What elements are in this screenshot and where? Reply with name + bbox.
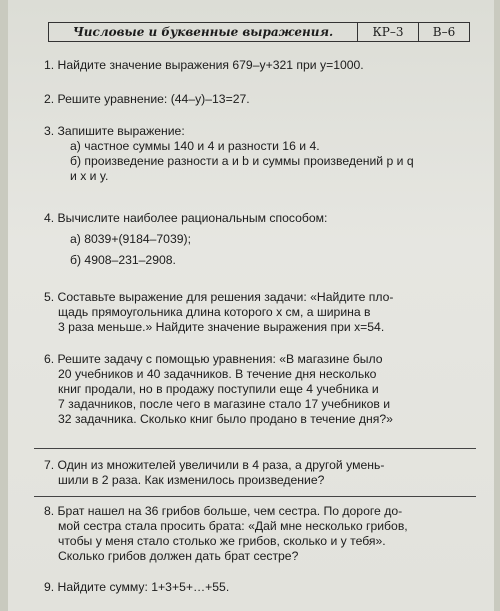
task-line: а) 8039+(9184–7039); bbox=[70, 232, 191, 246]
task-7 bbox=[44, 458, 470, 488]
task-line: 5. Составьте выражение для решения задачи: «Найдите пло- bbox=[44, 290, 394, 304]
task-8 bbox=[44, 504, 470, 564]
task-line: 2. Решите уравнение: (44–y)–13=27. bbox=[44, 92, 250, 106]
task-line: книг продали, но в продажу поступили еще 4 учебника и bbox=[58, 382, 379, 396]
task-line: б) произведение разности a и b и суммы произведений p и q bbox=[70, 154, 414, 168]
task-line: мой сестра стала просить брата: «Дай мне несколько грибов, bbox=[58, 519, 408, 533]
task-2 bbox=[44, 92, 470, 107]
divider bbox=[34, 496, 476, 497]
task-line: 9. Найдите сумму: 1+3+5+…+55. bbox=[44, 580, 230, 594]
task-line: Сколько грибов должен дать брат сестре? bbox=[58, 549, 299, 563]
test-code: КР–3 bbox=[358, 23, 419, 41]
task-line: и x и y. bbox=[70, 169, 109, 183]
task-line: 3. Запишите выражение: bbox=[44, 124, 185, 138]
task-line: б) 4908–231–2908. bbox=[70, 253, 176, 267]
task-line: 32 задачника. Сколько книг было продано в течение дня?» bbox=[58, 412, 393, 426]
task-9 bbox=[44, 580, 470, 595]
task-line: 3 раза меньше.» Найдите значение выражения при x=54. bbox=[58, 320, 385, 334]
task-3 bbox=[44, 124, 470, 184]
task-line: чтобы у меня стало столько же грибов, сколько и у тебя». bbox=[58, 534, 386, 548]
worksheet-header bbox=[48, 22, 470, 42]
task-line: 1. Найдите значение выражения 679–y+321 при y=1000. bbox=[44, 58, 364, 72]
task-line: а) частное суммы 140 и 4 и разности 16 и 4. bbox=[70, 139, 320, 153]
task-line: шили в 2 раза. Как изменилось произведение? bbox=[58, 473, 325, 487]
task-line: 7. Один из множителей увеличили в 4 раза, а другой умень- bbox=[44, 458, 385, 472]
worksheet bbox=[8, 0, 494, 611]
task-line: 8. Брат нашел на 36 грибов больше, чем сестра. По дороге до- bbox=[44, 504, 403, 518]
task-1 bbox=[44, 58, 470, 73]
divider bbox=[34, 448, 476, 449]
task-line: 7 задачников, после чего в магазине стало 17 учебников и bbox=[58, 397, 391, 411]
task-6 bbox=[44, 352, 470, 427]
task-line: 4. Вычислите наиболее рациональным способом: bbox=[44, 211, 328, 225]
task-5 bbox=[44, 290, 470, 335]
task-4 bbox=[44, 211, 470, 268]
worksheet-title: Числовые и буквенные выражения. bbox=[49, 23, 358, 41]
task-line: 6. Решите задачу с помощью уравнения: «В магазине было bbox=[44, 352, 383, 366]
task-line: 20 учебников и 40 задачников. В течение дня несколько bbox=[58, 367, 377, 381]
variant-label: В–6 bbox=[432, 25, 456, 39]
task-line: щадь прямоугольника длина которого x см, а ширина в bbox=[58, 305, 371, 319]
